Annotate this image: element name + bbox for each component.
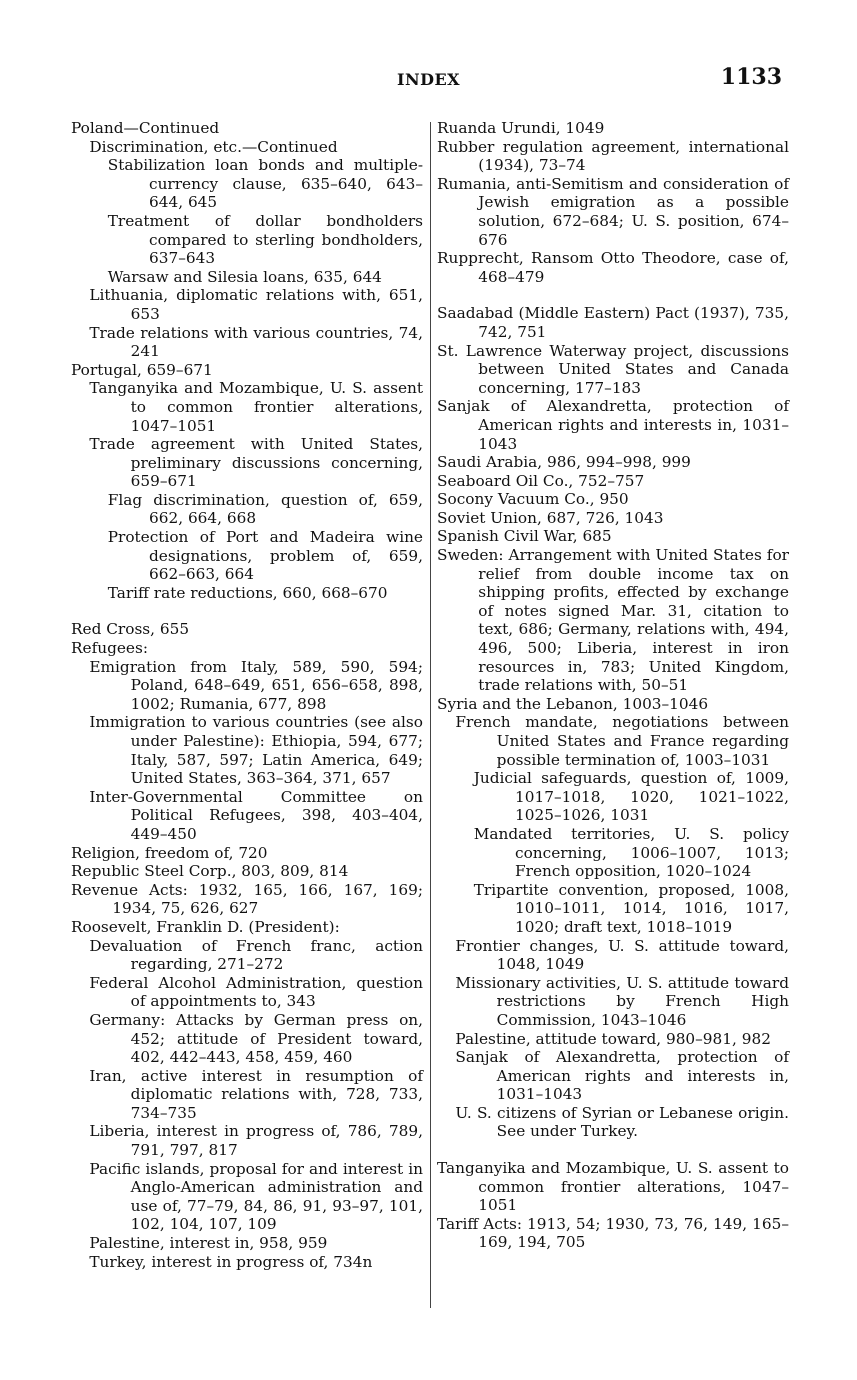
- index-entry-text: Roosevelt, Franklin D. (President):: [71, 917, 340, 936]
- index-column-left: [71, 119, 423, 1271]
- index-entry-text: Tanganyika and Mozambique, U. S. assent to common frontier alterations, 1047–1051: [89, 379, 423, 435]
- index-heading: [71, 119, 423, 138]
- index-entry-text: Trade relations with various countries, 74, 241: [89, 323, 423, 361]
- index-heading: [437, 304, 789, 341]
- section-gap: [71, 602, 423, 620]
- index-entry-text: Red Cross, 655: [71, 620, 190, 639]
- index-subentry: [437, 1104, 789, 1141]
- index-subentry: [71, 713, 423, 787]
- section-gap: [437, 286, 789, 304]
- index-entry-text: Soviet Union, 687, 726, 1043: [437, 508, 664, 527]
- column-divider: [430, 122, 431, 1308]
- index-heading: [437, 546, 789, 695]
- index-entry-text: Warsaw and Silesia loans, 635, 644: [107, 267, 382, 286]
- index-heading: [437, 249, 789, 286]
- index-entry-text: Socony Vacuum Co., 950: [437, 490, 629, 509]
- index-heading: [437, 527, 789, 546]
- index-entry-text: Ruanda Urundi, 1049: [437, 119, 605, 137]
- index-entry-text: Rumania, anti-Semitism and consideration of Jewish emigration as a possible solution, 672–684; U. S. position, 674–676: [437, 174, 789, 249]
- index-entry-text: Germany: Attacks by German press on, 452; attitude of President toward, 402, 442–443, 458, 459, 460: [89, 1010, 423, 1067]
- index-entry-text: French mandate, negotiations between United States and France regarding possible termination of, 1003–1031: [455, 713, 789, 769]
- index-heading: [71, 361, 423, 380]
- index-heading: [437, 342, 789, 398]
- index-subentry: [71, 324, 423, 361]
- running-head: INDEX: [396, 70, 461, 89]
- index-subentry: [437, 825, 789, 881]
- index-subentry: [71, 1011, 423, 1067]
- index-entry-text: Liberia, interest in progress of, 786, 789, 791, 797, 817: [89, 1122, 423, 1160]
- index-entry-text: Refugees:: [71, 639, 148, 658]
- index-entry-text: Protection of Port and Madeira wine designations, problem of, 659, 662–663, 664: [107, 528, 423, 584]
- index-subentry: [71, 379, 423, 435]
- index-entry-text: Tanganyika and Mozambique, U. S. assent to common frontier alterations, 1047–1051: [437, 1159, 789, 1215]
- index-entry-text: Rupprecht, Ransom Otto Theodore, case of, 468–479: [437, 249, 789, 286]
- index-subentry: [437, 769, 789, 825]
- index-entry-text: U. S. citizens of Syrian or Lebanese origin. See under Turkey.: [455, 1103, 789, 1141]
- index-entry-text: Religion, freedom of, 720: [71, 843, 268, 862]
- index-subentry: [71, 1253, 423, 1272]
- index-subentry: [71, 286, 423, 323]
- index-entry-text: Tripartite convention, proposed, 1008, 1010–1011, 1014, 1016, 1017, 1020; draft text, 1018–1019: [473, 880, 789, 936]
- index-subentry: [71, 584, 423, 603]
- index-heading: [437, 119, 789, 138]
- index-entry-text: Palestine, attitude toward, 980–981, 982: [455, 1029, 771, 1048]
- index-entry-text: Seaboard Oil Co., 752–757: [437, 471, 645, 490]
- index-entry-text: Revenue Acts: 1932, 165, 166, 167, 169; 1934, 75, 626, 627: [71, 880, 423, 918]
- index-heading: [437, 509, 789, 528]
- index-heading: [437, 1215, 789, 1252]
- index-heading: [437, 397, 789, 453]
- index-subentry: [437, 881, 789, 937]
- page-number: 1133: [720, 64, 782, 90]
- index-heading: [437, 453, 789, 472]
- index-subentry: [437, 1030, 789, 1049]
- index-entry-text: Saadabad (Middle Eastern) Pact (1937), 735, 742, 751: [437, 304, 789, 341]
- index-subentry: [71, 212, 423, 268]
- index-entry-text: Spanish Civil War, 685: [437, 527, 612, 546]
- index-subentry: [71, 491, 423, 528]
- index-entry-text: Sweden: Arrangement with United States for relief from double income tax on shipping profits, effected by exchange of notes signed Mar. 31, citation to text, 686; Germany, relations with, 494, 496, 500; Liberia, interest in iron resources in, 783; United Kingdom, trade relations with, 50–51: [437, 546, 789, 695]
- index-entry-text: St. Lawrence Waterway project, discussions between United States and Canada concerning, 177–183: [437, 341, 789, 397]
- index-entry-text: Emigration from Italy, 589, 590, 594; Poland, 648–649, 651, 656–658, 898, 1002; Rumania, 677, 898: [89, 657, 423, 713]
- index-subentry: [71, 658, 423, 714]
- index-subentry: [71, 528, 423, 584]
- index-entry-text: Republic Steel Corp., 803, 809, 814: [71, 862, 349, 881]
- index-entry-text: Portugal, 659–671: [71, 360, 213, 379]
- index-heading: [71, 881, 423, 918]
- index-entry-text: Pacific islands, proposal for and interest in Anglo-American administration and use of, 77–79, 84, 86, 91, 93–97, 101, 102, 104, 107, 109: [89, 1159, 423, 1234]
- index-subentry: [71, 937, 423, 974]
- index-entry-text: Syria and the Lebanon, 1003–1046: [437, 694, 709, 713]
- index-entry-text: Inter-Governmental Committee on Political Refugees, 398, 403–404, 449–450: [89, 787, 423, 843]
- index-subentry: [437, 974, 789, 1030]
- index-subentry: [437, 937, 789, 974]
- index-column-right: [437, 119, 789, 1252]
- index-entry-text: Sanjak of Alexandretta, protection of American rights and interests in, 1031–1043: [437, 397, 789, 453]
- index-heading: [437, 695, 789, 714]
- index-entry-text: Tariff Acts: 1913, 54; 1930, 73, 76, 149, 165–169, 194, 705: [437, 1214, 789, 1252]
- index-heading: [71, 844, 423, 863]
- index-entry-text: Treatment of dollar bondholders compared to sterling bondholders, 637–643: [107, 211, 423, 268]
- index-heading: [71, 862, 423, 881]
- index-heading: [71, 620, 423, 639]
- index-subentry: [71, 1160, 423, 1234]
- index-heading: [71, 639, 423, 658]
- index-entry-text: Rubber regulation agreement, international (1934), 73–74: [437, 137, 789, 175]
- index-entry-text: Tariff rate reductions, 660, 668–670: [107, 583, 388, 602]
- index-entry-text: Turkey, interest in progress of, 734n: [89, 1252, 373, 1271]
- index-heading: [437, 1159, 789, 1215]
- section-gap: [437, 1141, 789, 1159]
- index-heading: [437, 472, 789, 491]
- index-subentry: [71, 268, 423, 287]
- index-entry-text: Immigration to various countries (see also under Palestine): Ethiopia, 594, 677; Italy, 587, 597; Latin America, 649; United States, 363–364, 371, 657: [89, 713, 423, 788]
- index-entry-text: Lithuania, diplomatic relations with, 651, 653: [89, 286, 423, 323]
- index-heading: [437, 138, 789, 175]
- index-entry-text: Iran, active interest in resumption of diplomatic relations with, 728, 733, 734–735: [89, 1066, 423, 1122]
- index-subentry: [437, 1048, 789, 1104]
- index-subentry: [71, 138, 423, 157]
- index-entry-text: Stabilization loan bonds and multiple-currency clause, 635–640, 643–644, 645: [107, 156, 423, 212]
- index-entry-text: Palestine, interest in, 958, 959: [89, 1234, 328, 1253]
- index-subentry: [71, 1234, 423, 1253]
- index-entry-text: Judicial safeguards, question of, 1009, 1017–1018, 1020, 1021–1022, 1025–1026, 1031: [473, 769, 789, 825]
- index-entry-text: Flag discrimination, question of, 659, 662, 664, 668: [107, 490, 423, 528]
- index-entry-text: Poland—Continued: [71, 119, 220, 137]
- index-subentry: [71, 788, 423, 844]
- index-entry-text: Mandated territories, U. S. policy concerning, 1006–1007, 1013; French opposition, 1020–1024: [473, 824, 789, 881]
- index-entry-text: Devaluation of French franc, action regarding, 271–272: [89, 936, 423, 974]
- index-subentry: [71, 435, 423, 491]
- index-heading: [71, 918, 423, 937]
- index-entry-text: Saudi Arabia, 986, 994–998, 999: [437, 453, 691, 472]
- index-subentry: [71, 1067, 423, 1123]
- index-entry-text: Trade agreement with United States, preliminary discussions concerning, 659–671: [89, 435, 423, 491]
- index-subentry: [437, 713, 789, 769]
- index-heading: [437, 490, 789, 509]
- index-entry-text: Sanjak of Alexandretta, protection of American rights and interests in, 1031–1043: [455, 1048, 789, 1104]
- index-subentry: [71, 156, 423, 212]
- index-entry-text: Missionary activities, U. S. attitude toward restrictions by French High Commission, 1043–1046: [455, 973, 789, 1029]
- index-entry-text: Discrimination, etc.—Continued: [89, 137, 338, 156]
- index-heading: [437, 175, 789, 249]
- index-subentry: [71, 974, 423, 1011]
- index-entry-text: Federal Alcohol Administration, question of appointments to, 343: [89, 973, 423, 1011]
- index-entry-text: Frontier changes, U. S. attitude toward, 1048, 1049: [455, 936, 789, 974]
- index-subentry: [71, 1122, 423, 1159]
